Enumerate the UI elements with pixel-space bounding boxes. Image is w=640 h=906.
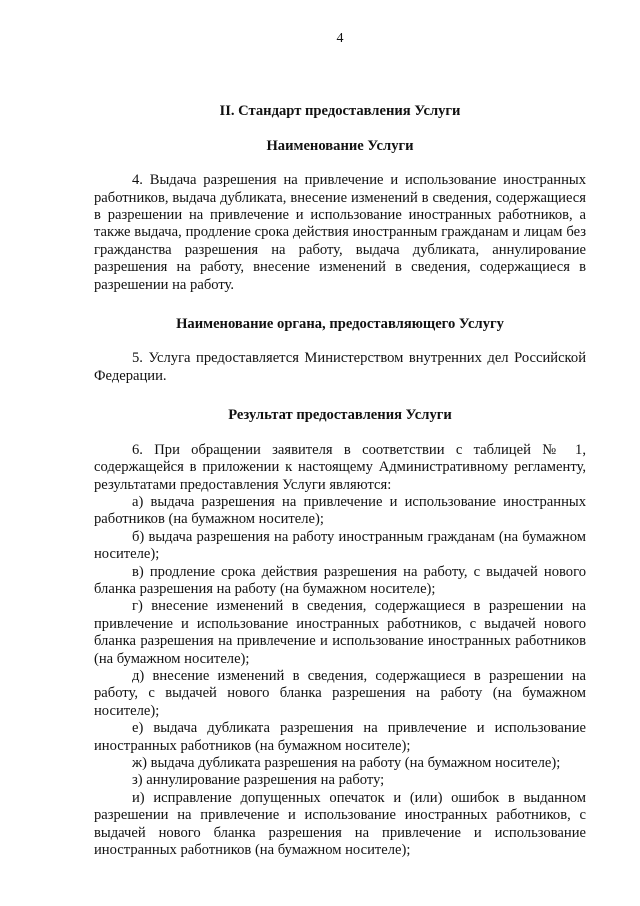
list-item-g: г) внесение изменений в сведения, содержащиеся в разрешении на привлечение и использование иностранных работников, с выдачей нового бланка разрешения на привлечение и использование иностранных работников (на бумажном носителе); [94,598,586,667]
heading-result: Результат предоставления Услуги [228,407,452,424]
list-item-a: а) выдача разрешения на привлечение и использование иностранных работников (на бумажном носителе); [94,493,586,528]
page-number: 4 [336,31,344,46]
list-item-zh: ж) выдача дубликата разрешения на работу (на бумажном носителе); [132,755,561,771]
heading-authority: Наименование органа, предоставляющего Услугу [176,316,504,333]
document-page [94,30,586,859]
list-item-i: и) исправление допущенных опечаток и (или) ошибок в выданном разрешении на привлечение и использование иностранных работников, с выдачей нового бланка разрешения на привлечение и использование иностранных работников (на бумажном носителе); [94,789,586,859]
paragraph-6: 6. При обращении заявителя в соответствии с таблицей № 1, содержащейся в приложении к настоящему Административному регламенту, результатами предоставления Услуги являются: [94,441,586,493]
paragraph-4: 4. Выдача разрешения на привлечение и использование иностранных работников, выдача дубликата, внесение изменений в сведения, содержащиеся в разрешении на привлечение и использование иностранных работников, а также выдача, продление срока действия иностранным гражданам и лицам без гражданства разрешения на работу, выдача дубликата, аннулирование разрешения на работу, внесение изменений в сведения, содержащиеся в разрешении на работу. [94,172,586,293]
list-item-b: б) выдача разрешения на работу иностранным гражданам (на бумажном носителе); [94,528,586,563]
list-item-d: д) внесение изменений в сведения, содержащиеся в разрешении на работу, с выдачей нового бланка разрешения на работу (на бумажном носителе); [94,667,586,719]
list-item-v: в) продление срока действия разрешения на работу, с выдачей нового бланка разрешения на работу (на бумажном носителе); [94,563,586,597]
paragraph-5: 5. Услуга предоставляется Министерством внутренних дел Российской Федерации. [94,350,586,384]
list-item-z: з) аннулирование разрешения на работу; [132,772,385,789]
section-title: II. Стандарт предоставления Услуги [219,103,461,120]
heading-service-name: Наименование Услуги [266,137,414,154]
list-item-e: е) выдача дубликата разрешения на привлечение и использование иностранных работников (на бумажном носителе); [94,720,586,754]
